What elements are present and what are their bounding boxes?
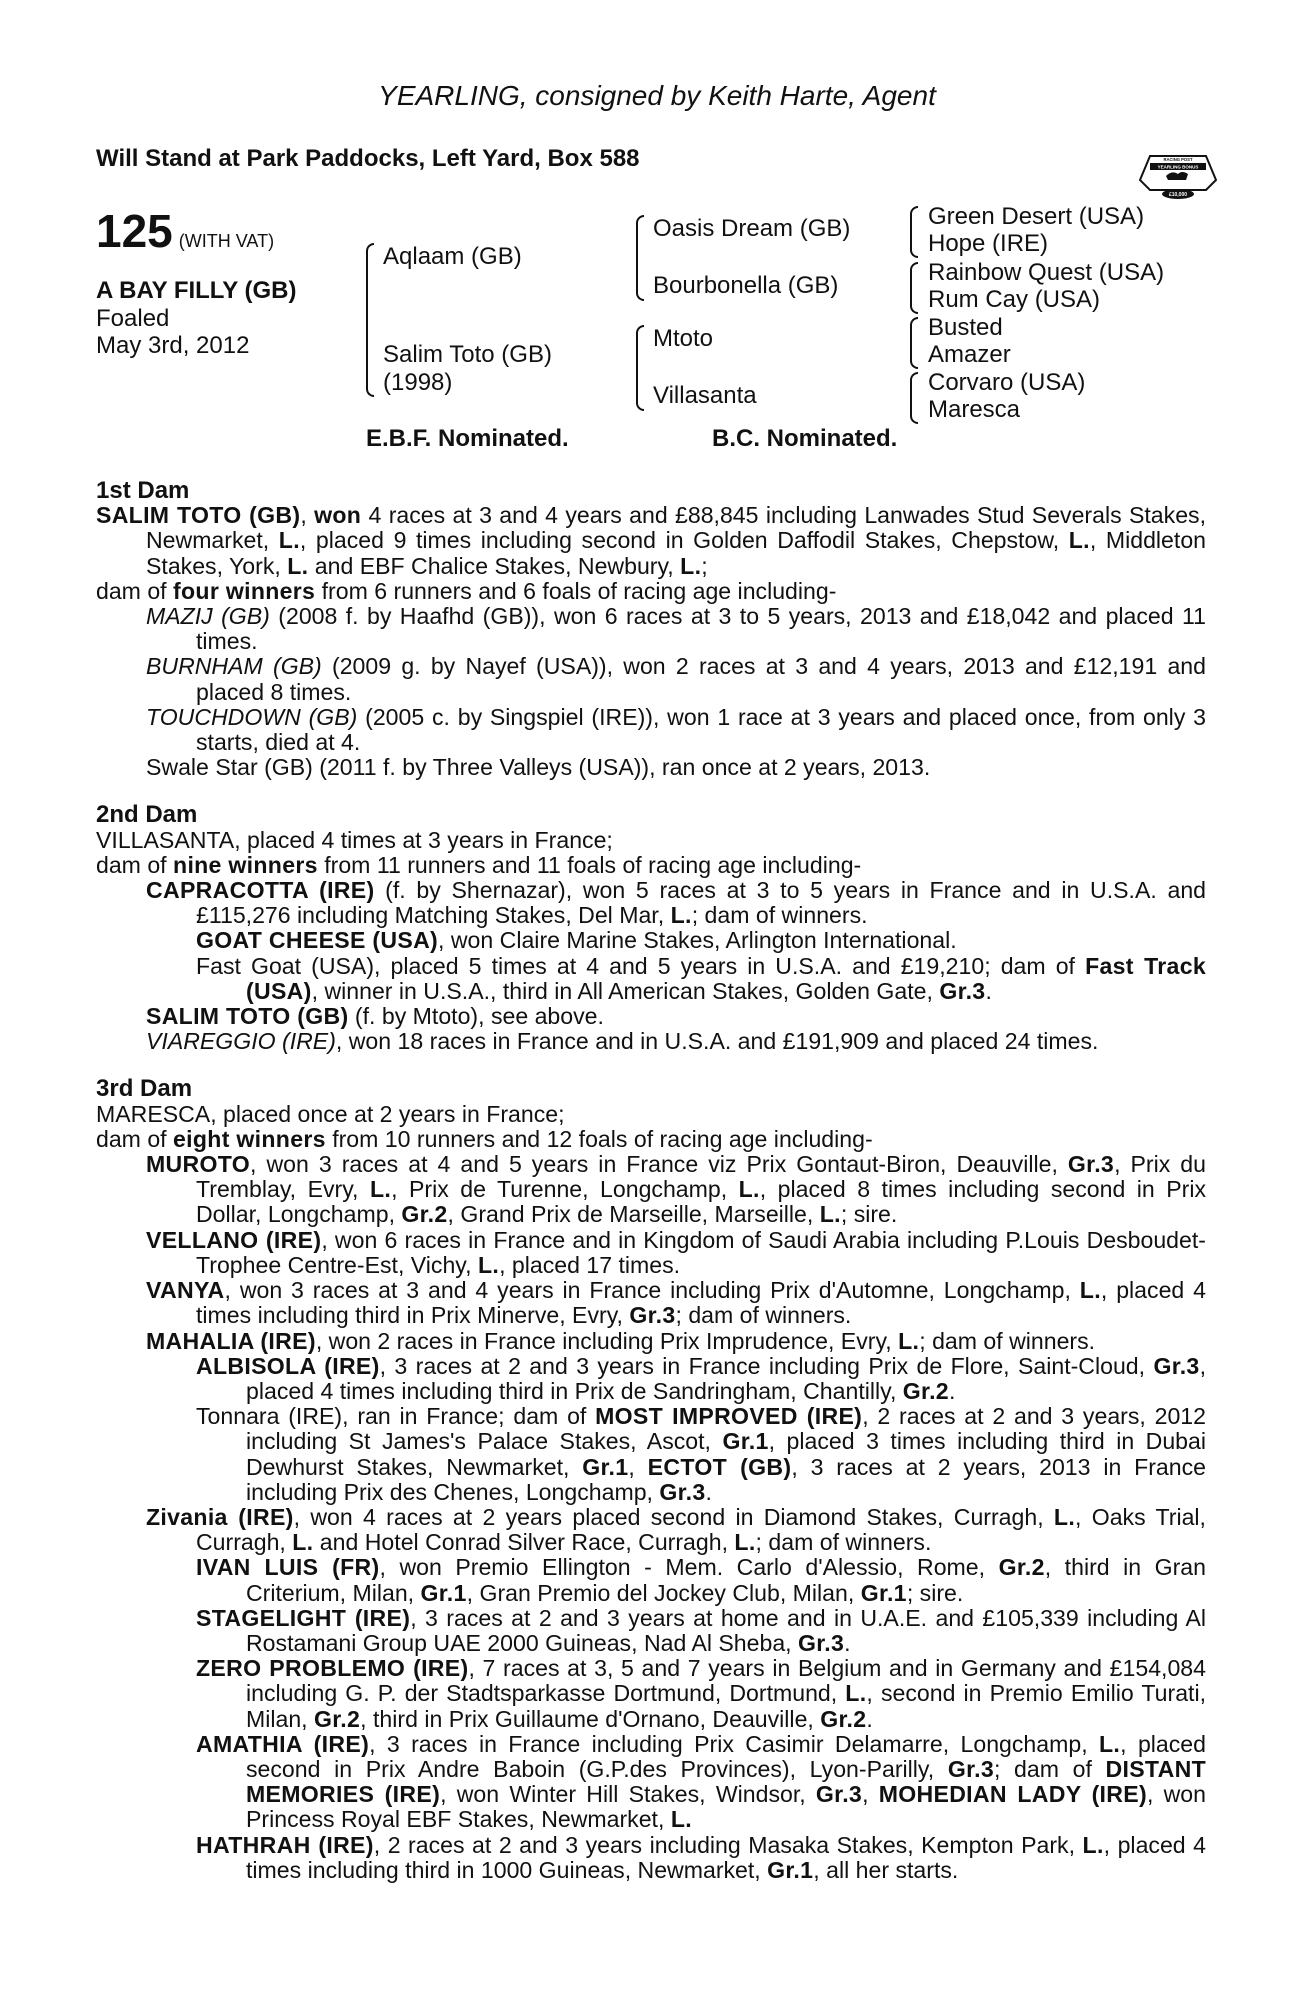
pedigree-paragraph (96, 954, 1206, 1004)
sire-sire: Oasis Dream (GB) (653, 215, 851, 242)
text-run: , placed 3 times including third in Dubai Dewhurst Stakes, Newmarket, (246, 1428, 1207, 1480)
bold-text: Gr.1 (420, 1579, 467, 1606)
text-run: (2008 f. by Haafhd (GB)), won 6 races at 3 to 5 years, 2013 and £18,042 and placed 11 times. (196, 603, 1207, 655)
text-run: , placed 17 times. (499, 1251, 681, 1278)
bold-text: Gr.2 (998, 1554, 1045, 1581)
text-run: MARESCA, placed once at 2 years in France; (96, 1100, 565, 1127)
bold-text: won (314, 502, 362, 529)
lot-block (96, 204, 274, 258)
bold-text: Gr.3 (629, 1302, 676, 1329)
bold-text: L. (738, 1176, 760, 1203)
pedigree-paragraph (96, 1127, 1206, 1152)
text-run: , 7 races at 3, 5 and 7 years in Belgium and in Germany and £154,084 including G. P. der Stadtsparkasse Dortmund, Dortmund, (246, 1655, 1206, 1707)
ebf-nominated: E.B.F. Nominated. (366, 425, 569, 452)
pedigree-paragraph (96, 1656, 1206, 1732)
bold-text: L. (680, 552, 702, 579)
text-run: (f. by Shernazar), won 5 races at 3 to 5 years in France and in U.S.A. and £115,276 including Matching Stakes, Del Mar, (196, 877, 1207, 929)
text-run: , 2 races at 2 and 3 years including Masaka Stakes, Kempton Park, (373, 1831, 1083, 1858)
bold-text: L. (1079, 1277, 1101, 1304)
text-run: , (862, 1781, 879, 1808)
bold-text: L. (278, 527, 300, 554)
text-run: VILLASANTA, placed 4 times at 3 years in France; (96, 826, 613, 853)
grandsire-1: Green Desert (USA) (928, 203, 1145, 230)
bold-text: SALIM TOTO (GB) (146, 1003, 349, 1030)
pedigree-paragraph (96, 1606, 1206, 1656)
g-brace-2 (910, 262, 918, 314)
text-run: , 2 races at 2 and 3 years, 2012 including St James's Palace Stakes, Ascot, (246, 1403, 1206, 1455)
bold-text: L. (369, 1176, 392, 1203)
pedigree-paragraph (96, 1152, 1206, 1228)
text-run: , 3 races at 2 and 3 years at home and in U.A.E. and £105,339 including Al Rostamani Group UAE 2000 Guineas, Nad Al Sheba, (246, 1604, 1206, 1656)
text-run: , placed 4 times including third in Prix Minerve, Evry, (196, 1277, 1206, 1329)
grandsire-2: Rainbow Quest (USA) (928, 259, 1165, 286)
bold-text: L. (819, 1201, 841, 1228)
text-run: , Prix de Turenne, Longchamp, (391, 1176, 739, 1203)
bold-text: L. (292, 1529, 314, 1556)
text-run: , placed 4 times including third in 1000 Guineas, Newmarket, (246, 1831, 1206, 1883)
text-run: , 3 races at 2 and 3 years in France including Prix de Flore, Saint-Cloud, (379, 1352, 1154, 1379)
pedigree-paragraph (96, 1029, 1206, 1054)
text-run: , won Princess Royal EBF Stakes, Newmarket, (246, 1781, 1206, 1833)
bold-text: L. (477, 1251, 500, 1278)
stand-location: Will Stand at Park Paddocks, Left Yard, Box 588 (96, 145, 640, 172)
text-run: , placed second in Prix Andre Baboin (G.P.des Provinces), Lyon-Parilly, (246, 1730, 1206, 1782)
bold-text: ALBISOLA (IRE) (196, 1352, 380, 1379)
dam-line-brace (636, 325, 644, 411)
pedigree-paragraph (96, 755, 1206, 780)
text-run: ; dam of winners. (755, 1529, 932, 1556)
text-run: , placed 8 times including second in Prix Dollar, Longchamp, (196, 1176, 1207, 1228)
text-run: , winner in U.S.A., third in All American Stakes, Golden Gate, (311, 977, 940, 1004)
pedigree-paragraph (96, 1404, 1206, 1505)
text-run: , won 6 races in France and in Kingdom of Saudi Arabia including P.Louis Desboudet- Trophee Centre-Est, Vichy, (196, 1226, 1206, 1278)
bold-text: nine winners (173, 851, 318, 878)
text-run: and Hotel Conrad Silver Race, Curragh, (313, 1529, 735, 1556)
text-run: and EBF Chalice Stakes, Newbury, (308, 552, 681, 579)
pedigree-paragraph (96, 604, 1206, 654)
text-run: Swale Star (GB) (2011 f. by Three Valleys (USA)), ran once at 2 years, 2013. (146, 754, 931, 781)
text-run: ; dam of winners. (919, 1327, 1096, 1354)
section-title: 3rd Dam (96, 1075, 193, 1103)
bold-text: Zivania (IRE) (146, 1503, 294, 1530)
bold-text: VANYA (146, 1277, 225, 1304)
bc-nominated: B.C. Nominated. (712, 425, 898, 452)
bold-text: Gr.1 (582, 1453, 629, 1480)
italic-text: MAZIJ (GB) (146, 603, 270, 630)
bold-text: L. (670, 902, 692, 929)
bold-text: Gr.1 (722, 1428, 769, 1455)
pedigree-paragraph (96, 654, 1206, 704)
text-run: dam of (96, 1125, 174, 1152)
italic-text: BURNHAM (GB) (146, 653, 322, 680)
yearling-bonus-badge (1136, 146, 1220, 200)
foaled-date: May 3rd, 2012 (96, 332, 250, 359)
granddam-3: Amazer (928, 341, 1011, 368)
bold-text: VELLANO (IRE) (146, 1226, 322, 1253)
text-run: , all her starts. (813, 1856, 959, 1883)
granddam-1: Hope (IRE) (928, 230, 1049, 257)
bold-text: L. (287, 552, 309, 579)
bold-text: L. (1099, 1730, 1121, 1757)
lot-number: 125 (96, 205, 173, 257)
text-run: , (628, 1453, 648, 1480)
text-run: , placed 4 times including third in Prix de Sandringham, Chantilly, (246, 1352, 1206, 1404)
text-run: ; dam of winners. (691, 902, 868, 929)
bold-text: Gr.2 (314, 1705, 361, 1732)
bold-text: DISTANT MEMORIES (IRE) (246, 1755, 1206, 1808)
bold-text: Gr.3 (939, 977, 986, 1004)
bold-text: eight winners (173, 1125, 326, 1152)
text-run: dam of (96, 851, 174, 878)
catalogue-header: YEARLING, consigned by Keith Harte, Agent (378, 80, 936, 111)
text-run: , Gran Premio del Jockey Club, Milan, (466, 1579, 861, 1606)
text-run: , second in Premio Emilio Turati, Milan, (246, 1680, 1206, 1732)
text-run: ; sire. (906, 1579, 964, 1606)
horse-name: A BAY FILLY (GB) (96, 277, 297, 304)
pedigree-paragraph (96, 828, 1206, 853)
bold-text: Gr.2 (820, 1705, 867, 1732)
bold-text: Gr.3 (1067, 1151, 1115, 1178)
granddam-2: Rum Cay (USA) (928, 286, 1101, 313)
text-run: , won Claire Marine Stakes, Arlington International. (438, 927, 957, 954)
text-run: . (948, 1377, 956, 1404)
bold-text: Gr.1 (767, 1856, 814, 1883)
bold-text: MOST IMPROVED (IRE) (595, 1403, 863, 1430)
sire: Aqlaam (GB) (383, 243, 522, 270)
dam-line-body (96, 478, 1206, 1883)
pedigree-paragraph (96, 1354, 1206, 1404)
bold-text: ECTOT (GB) (647, 1453, 792, 1480)
pedigree-paragraph (96, 1732, 1206, 1833)
badge-amount-text: £10,000 (1168, 192, 1188, 198)
text-run: , (300, 502, 315, 529)
bold-text: Gr.2 (401, 1201, 448, 1228)
grandsire-4: Corvaro (USA) (928, 369, 1086, 396)
bold-text: MOHEDIAN LADY (IRE) (878, 1781, 1147, 1808)
g-brace-4 (910, 372, 918, 424)
grandsire-3: Busted (928, 314, 1003, 341)
g-brace-1 (910, 206, 918, 258)
text-run: , Prix du Tremblay, Evry, (196, 1151, 1206, 1203)
pedigree-paragraph (96, 705, 1206, 755)
text-run: , Oaks Trial, Curragh, (196, 1503, 1206, 1556)
text-run: , third in Gran Criterium, Milan, (246, 1554, 1206, 1606)
bold-text: Gr.1 (860, 1579, 907, 1606)
bold-text: MAHALIA (IRE) (146, 1327, 316, 1354)
text-run: , third in Prix Guillaume d'Ornano, Deauville, (360, 1705, 821, 1732)
text-run: , won 18 races in France and in U.S.A. and £191,909 and placed 24 times. (335, 1028, 1099, 1055)
pedigree-paragraph (96, 1833, 1206, 1883)
bold-text: four winners (173, 577, 316, 604)
pedigree-paragraph (96, 1278, 1206, 1328)
bold-text: SALIM TOTO (GB) (96, 502, 301, 529)
bold-text: GOAT CHEESE (USA) (196, 927, 439, 954)
text-run: Tonnara (IRE), ran in France; dam of (196, 1403, 596, 1430)
bold-text: ZERO PROBLEMO (IRE) (196, 1655, 469, 1682)
text-run: (2009 g. by Nayef (USA)), won 2 races at 3 and 4 years, 2013 and £12,191 and placed 8 times. (196, 653, 1206, 705)
sire-brace (366, 243, 374, 397)
text-run: , 3 races in France including Prix Casimir Delamarre, Longchamp, (369, 1730, 1100, 1757)
bold-text: AMATHIA (IRE) (196, 1730, 370, 1757)
dam-sire: Mtoto (653, 325, 714, 352)
text-run: . (866, 1705, 873, 1732)
text-run: , won Winter Hill Stakes, Windsor, (440, 1781, 816, 1808)
text-run: . (985, 977, 992, 1004)
text-run: ; (701, 552, 708, 579)
text-run: ; sire. (840, 1201, 898, 1228)
text-run: (2005 c. by Singspiel (IRE)), won 1 race at 3 years and placed once, from only 3 starts, died at 4. (196, 703, 1206, 756)
bold-text: Gr.3 (947, 1755, 994, 1782)
italic-text: TOUCHDOWN (GB) (146, 703, 358, 730)
bold-text: L. (670, 1806, 692, 1833)
text-run: (f. by Mtoto), see above. (348, 1003, 604, 1030)
pedigree-paragraph (96, 878, 1206, 928)
foaled-label: Foaled (96, 305, 170, 332)
dam-year: (1998) (383, 369, 453, 396)
text-run: , Middleton Stakes, York, (146, 527, 1207, 579)
bold-text: Gr.3 (815, 1781, 863, 1808)
badge-top-text: RACING POST (1163, 157, 1193, 162)
bold-text: L. (845, 1680, 867, 1707)
sire-dam: Bourbonella (GB) (653, 272, 839, 299)
text-run: Fast Goat (USA), placed 5 times at 4 and 5 years in U.S.A. and £19,210; dam of (196, 952, 1086, 979)
text-run: ; dam of (993, 1755, 1106, 1782)
bold-text: MUROTO (146, 1151, 251, 1178)
bold-text: CAPRACOTTA (IRE) (146, 877, 375, 904)
badge-middle-text: YEARLING BONUS (1157, 164, 1199, 170)
bold-text: Gr.3 (1153, 1352, 1200, 1379)
text-run: 4 races at 3 and 4 years and £88,845 including Lanwades Stud Severals Stakes, Newmarket, (146, 502, 1206, 554)
bold-text: Gr.2 (902, 1377, 949, 1404)
bonus-badge-icon (1136, 146, 1220, 200)
section-title: 1st Dam (96, 477, 190, 504)
text-run: , won 2 races in France including Prix Imprudence, Evry, (315, 1327, 899, 1354)
bold-text: L. (1082, 1831, 1104, 1858)
bold-text: Gr.3 (798, 1629, 845, 1656)
italic-text: VIAREGGIO (IRE) (146, 1028, 336, 1055)
g-brace-3 (910, 317, 918, 369)
bold-text: HATHRAH (IRE) (196, 1831, 374, 1858)
text-run: , 3 races at 2 years, 2013 in France including Prix des Chenes, Longchamp, (246, 1453, 1207, 1505)
text-run: ; dam of winners. (675, 1302, 852, 1329)
pedigree-paragraph (96, 1505, 1206, 1555)
bold-text: L. (734, 1529, 756, 1556)
vat-note: (WITH VAT) (178, 231, 275, 251)
bold-text: L. (1053, 1503, 1076, 1530)
text-run: . (705, 1478, 712, 1505)
text-run: , won 3 races at 4 and 5 years in France viz Prix Gontaut-Biron, Deauville, (250, 1151, 1068, 1178)
text-run: , won Premio Ellington - Mem. Carlo d'Alessio, Rome, (379, 1554, 999, 1581)
text-run: dam of (96, 577, 174, 604)
bold-text: Fast Track (USA) (246, 952, 1206, 1004)
text-run: , placed 9 times including second in Golden Daffodil Stakes, Chepstow, (299, 527, 1069, 554)
granddam-4: Maresca (928, 396, 1021, 423)
pedigree-paragraph (96, 579, 1206, 604)
pedigree-paragraph (96, 1329, 1206, 1354)
text-run: . (844, 1629, 851, 1656)
text-run: , won 3 races at 3 and 4 years in France including Prix d'Automne, Longchamp, (224, 1277, 1080, 1304)
text-run: , Grand Prix de Marseille, Marseille, (447, 1201, 820, 1228)
pedigree-paragraph (96, 1228, 1206, 1278)
pedigree-paragraph (96, 1004, 1206, 1029)
pedigree-paragraph (96, 1102, 1206, 1127)
text-run: from 10 runners and 12 foals of racing age including- (325, 1125, 873, 1152)
pedigree-paragraph (96, 503, 1206, 579)
dam-dam: Villasanta (653, 382, 757, 409)
section-title: 2nd Dam (96, 801, 198, 829)
text-run: , won 4 races at 2 years placed second in Diamond Stakes, Curragh, (293, 1503, 1054, 1530)
bold-text: Gr.3 (659, 1478, 706, 1505)
bold-text: L. (898, 1327, 920, 1354)
dam: Salim Toto (GB) (383, 341, 552, 368)
bold-text: L. (1068, 527, 1090, 554)
text-run: from 6 runners and 6 foals of racing age including- (315, 577, 837, 604)
pedigree-paragraph (96, 928, 1206, 953)
text-run: from 11 runners and 11 foals of racing age including- (317, 851, 862, 878)
bold-text: STAGELIGHT (IRE) (196, 1604, 411, 1631)
bold-text: IVAN LUIS (FR) (196, 1554, 380, 1581)
pedigree-paragraph (96, 853, 1206, 878)
pedigree-paragraph (96, 1555, 1206, 1605)
sire-line-brace (636, 215, 644, 301)
